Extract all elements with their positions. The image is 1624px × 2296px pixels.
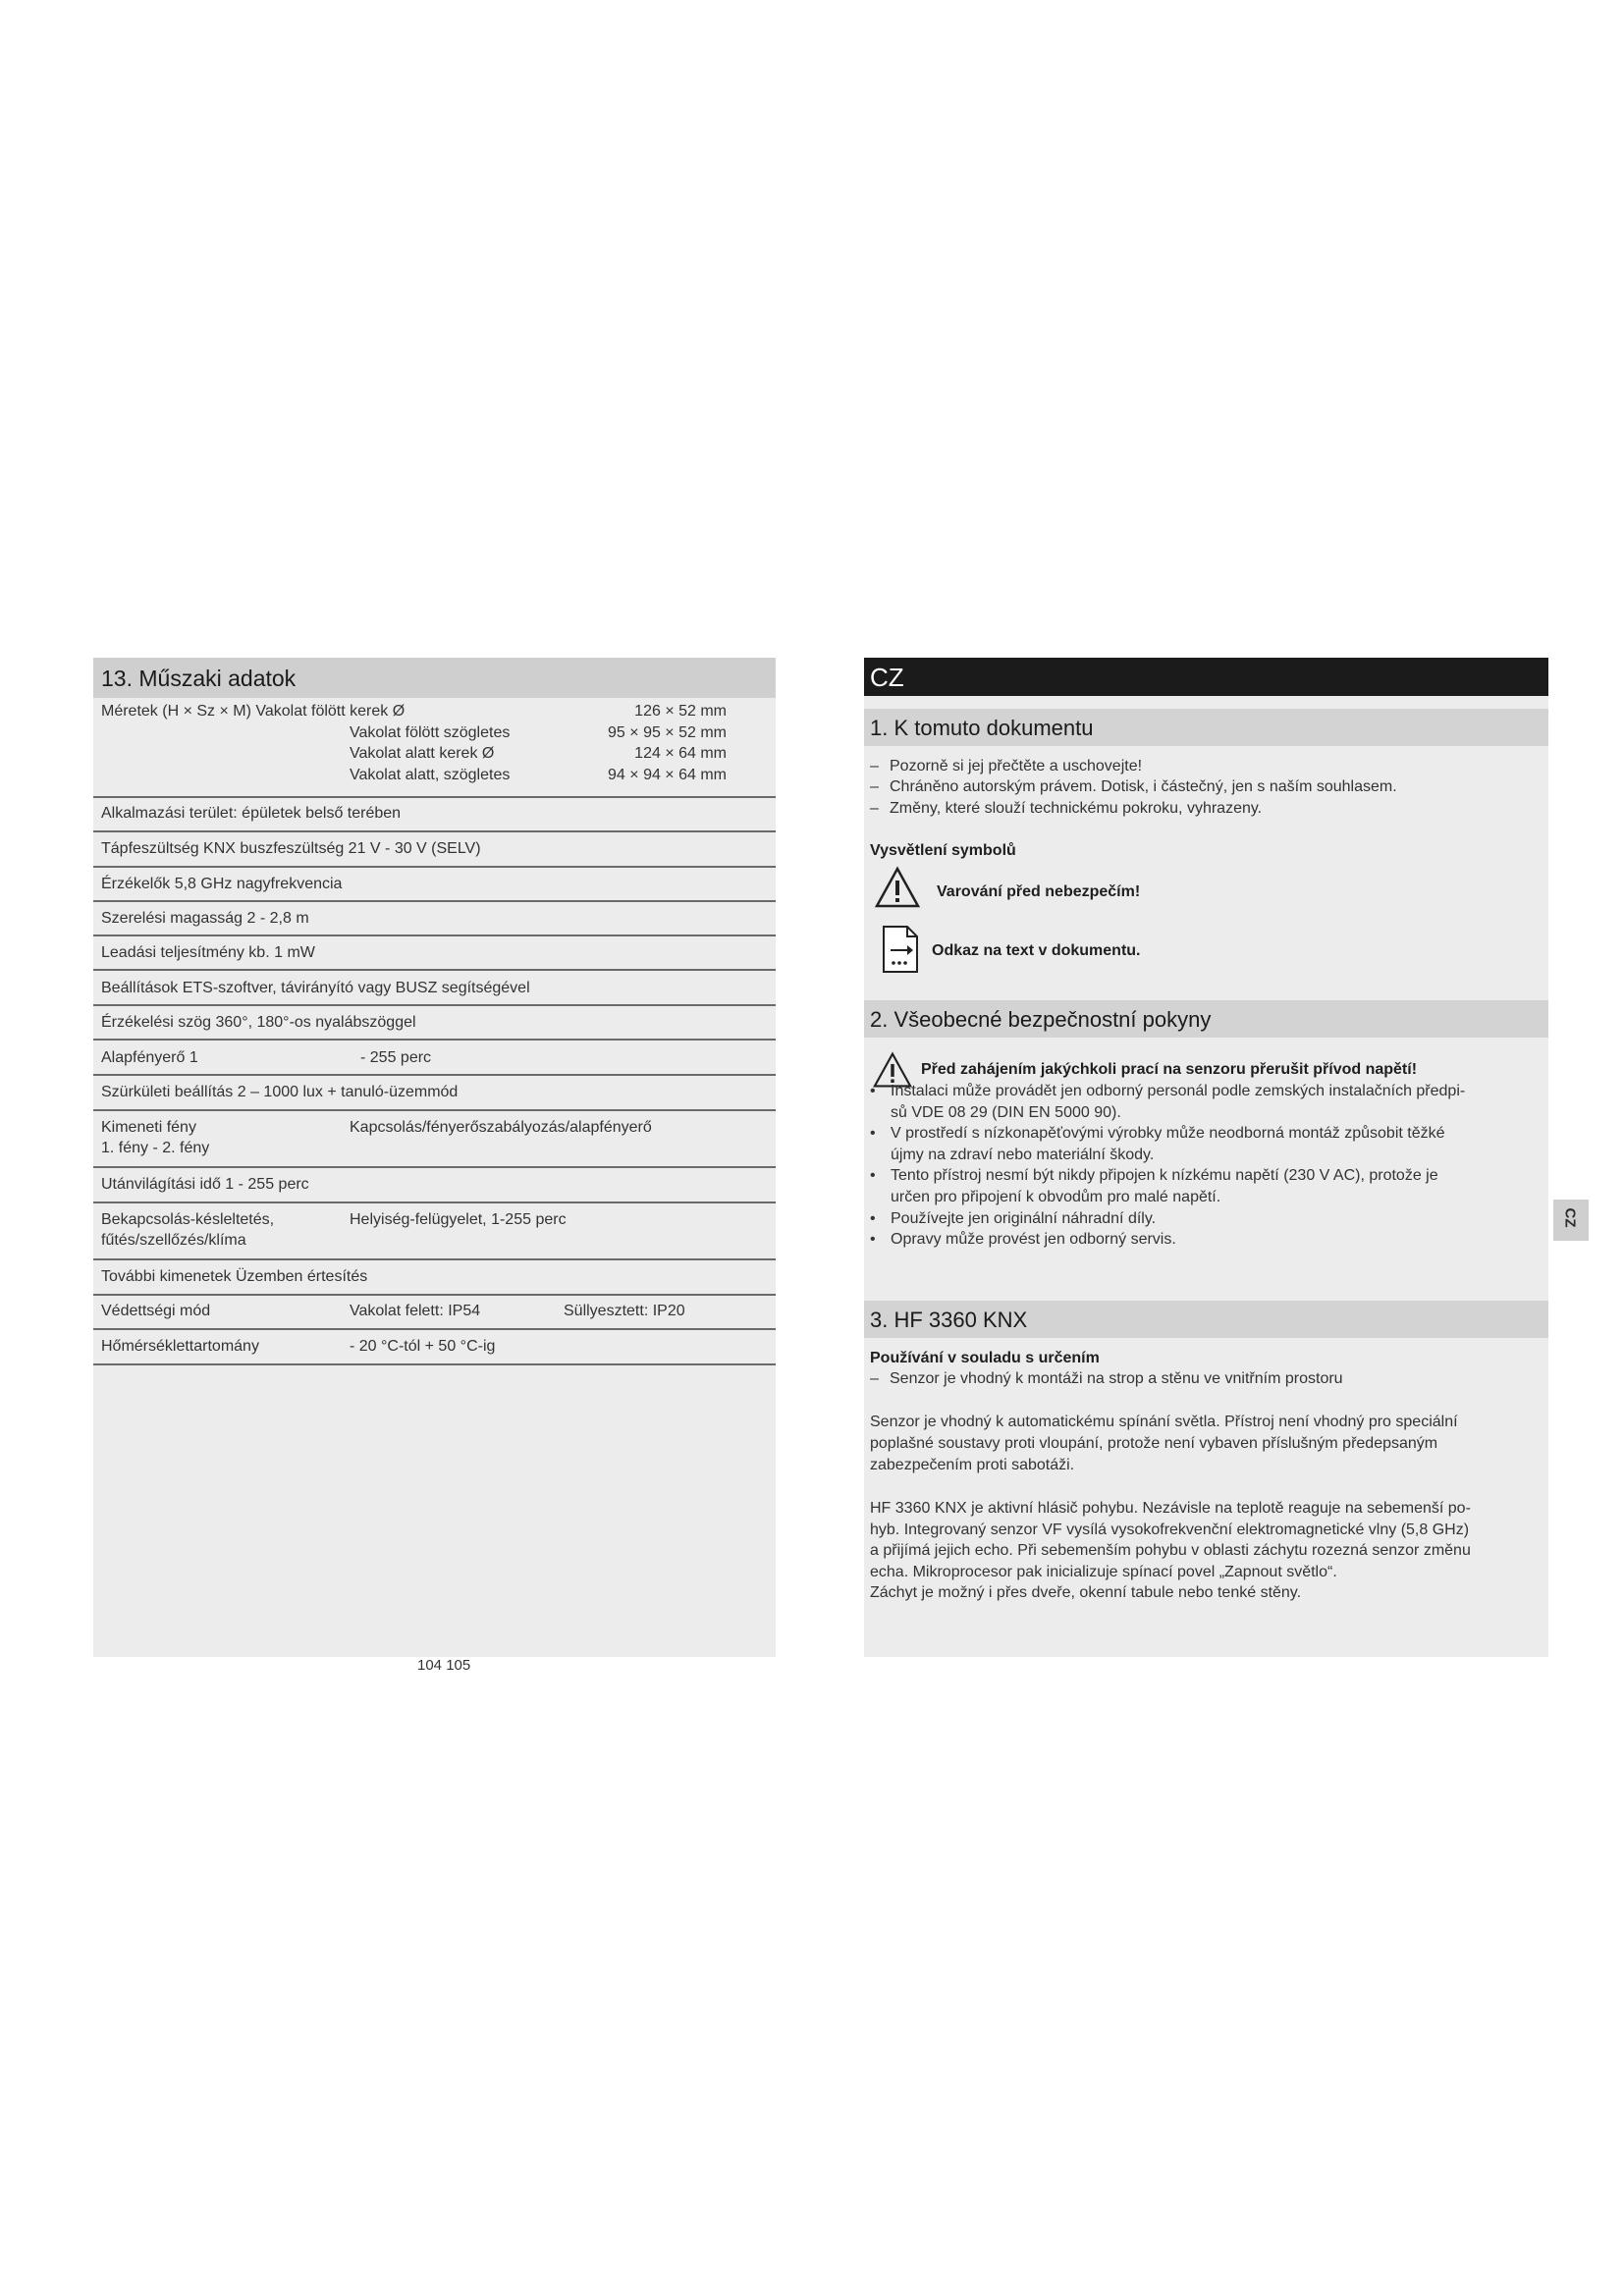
table-divider	[93, 1074, 776, 1076]
bullet-marker: •	[870, 1083, 876, 1099]
bullet-marker: •	[870, 1231, 876, 1248]
table-divider	[93, 1258, 776, 1260]
table-divider	[93, 1166, 776, 1168]
bullet-item: V prostředí s nízkonapěťovými výrobky může neodborná montáž způsobit těžké	[891, 1125, 1445, 1142]
paragraph-line: hyb. Integrovaný senzor VF vysílá vysokofrekvenční elektromagnetické vlny (5,8 GHz)	[870, 1522, 1470, 1538]
section-heading-bar	[864, 1000, 1548, 1038]
spec-row: Tápfeszültség KNX buszfeszültség 21 V - 30 V (SELV)	[101, 840, 481, 857]
dimensions-sub: Vakolat fölött szögletes	[350, 724, 511, 741]
bullet-marker: •	[870, 1167, 876, 1184]
paragraph-line: poplašné soustavy proti vloupání, protože není vybaven příslušným předepsaným	[870, 1435, 1438, 1452]
dimensions-label: Méretek (H × Sz × M) Vakolat fölött kerek Ø	[101, 703, 406, 720]
list-item: Pozorně si jej přečtěte a uschovejte!	[890, 758, 1143, 774]
bullet-item: určen pro připojení k obvodům pro malé napětí.	[891, 1189, 1221, 1205]
table-divider	[93, 866, 776, 868]
paragraph-line: echa. Mikroprocesor pak inicializuje spínací povel „Zapnout světlo“.	[870, 1564, 1337, 1580]
symbols-title: Vysvětlení symbolů	[870, 842, 1016, 859]
bullet-item: Tento přístroj nesmí být nikdy připojen k nízkému napětí (230 V AC), protože je	[891, 1167, 1438, 1184]
output-light-value: Kapcsolás/fényerőszabályozás/alapfényerő	[350, 1119, 652, 1136]
table-divider	[93, 830, 776, 832]
paragraph-line: Záchyt je možný i přes dveře, okenní tabule nebo tenké stěny.	[870, 1584, 1302, 1601]
spec-row: Szerelési magasság 2 - 2,8 m	[101, 910, 309, 927]
dimensions-value: 124 × 64 mm	[634, 745, 727, 762]
paragraph-line: zabezpečením proti sabotáži.	[870, 1457, 1075, 1473]
table-divider	[93, 1363, 776, 1365]
table-divider	[93, 1039, 776, 1041]
dimensions-value: 94 × 94 × 64 mm	[608, 767, 727, 783]
table-divider	[93, 900, 776, 902]
protection-value: Süllyesztett: IP20	[564, 1303, 685, 1319]
warning-icon	[874, 866, 921, 909]
bullet-marker: •	[870, 1210, 876, 1227]
bullet-item: sů VDE 08 29 (DIN EN 5000 90).	[891, 1104, 1121, 1121]
section-heading-bar	[864, 709, 1548, 746]
section-heading-bar	[93, 658, 776, 698]
section-heading: 2. Všeobecné bezpečnostní pokyny	[870, 1007, 1212, 1032]
output-light-label: 1. fény - 2. fény	[101, 1140, 210, 1156]
table-divider	[93, 1004, 776, 1006]
table-divider	[93, 1294, 776, 1296]
right-page-panel	[864, 658, 1548, 1657]
dash-marker: –	[870, 800, 879, 817]
delay-label: fűtés/szellőzés/klíma	[101, 1232, 246, 1249]
temperature-value: - 20 °C-tól + 50 °C-ig	[350, 1338, 496, 1355]
use-item: Senzor je vhodný k montáži na strop a stěnu ve vnitřním prostoru	[890, 1370, 1343, 1387]
section-heading-bar	[864, 1301, 1548, 1338]
bullet-item: újmy na zdraví nebo materiální škody.	[891, 1147, 1155, 1163]
spec-row: Érzékelők 5,8 GHz nagyfrekvencia	[101, 876, 343, 892]
language-code: CZ	[870, 663, 904, 692]
dash-marker: –	[870, 758, 879, 774]
output-light-label: Kimeneti fény	[101, 1119, 196, 1136]
list-item: Chráněno autorským právem. Dotisk, i částečný, jen s naším souhlasem.	[890, 778, 1397, 795]
dimensions-sub: Vakolat alatt kerek Ø	[350, 745, 495, 762]
use-title: Používání v souladu s určením	[870, 1350, 1100, 1366]
dimensions-sub: Vakolat alatt, szögletes	[350, 767, 511, 783]
table-divider	[93, 1109, 776, 1111]
list-item: Změny, které slouží technickému pokroku, vyhrazeny.	[890, 800, 1263, 817]
dimensions-value: 126 × 52 mm	[634, 703, 727, 720]
spec-row: Utánvilágítási idő 1 - 255 perc	[101, 1176, 309, 1193]
language-bar	[864, 658, 1548, 696]
side-tab-label: CZ	[1561, 1207, 1579, 1228]
section-heading: 13. Műszaki adatok	[101, 666, 297, 691]
spec-row: Alkalmazási terület: épületek belső terében	[101, 805, 402, 822]
protection-value: Vakolat felett: IP54	[350, 1303, 481, 1319]
paragraph-line: HF 3360 KNX je aktivní hlásič pohybu. Nezávisle na teplotě reaguje na sebemenší po-	[870, 1500, 1471, 1517]
table-divider	[93, 1328, 776, 1330]
spec-row: Érzékelési szög 360°, 180°-os nyalábszöggel	[101, 1014, 416, 1031]
bullet-item: Instalaci může provádět jen odborný personál podle zemských instalačních předpi-	[891, 1083, 1466, 1099]
paragraph-line: a přijímá jejich echo. Při sebemenším pohybu v oblasti záchytu rozezná senzor změnu	[870, 1542, 1471, 1559]
bullet-item: Opravy může provést jen odborný servis.	[891, 1231, 1176, 1248]
left-page-panel	[93, 658, 776, 1657]
reference-text: Odkaz na text v dokumentu.	[932, 942, 1141, 959]
language-side-tab	[1553, 1200, 1589, 1241]
bullet-marker: •	[870, 1125, 876, 1142]
delay-value: Helyiség-felügyelet, 1-255 perc	[350, 1211, 567, 1228]
warning-text: Varování před nebezpečím!	[937, 883, 1141, 900]
base-light-value: - 255 perc	[360, 1049, 432, 1066]
spec-row: Szürkületi beállítás 2 – 1000 lux + tanuló-üzemmód	[101, 1084, 459, 1100]
safety-warning-text: Před zahájením jakýchkoli prací na senzoru přerušit přívod napětí!	[921, 1061, 1418, 1078]
section-heading: 3. HF 3360 KNX	[870, 1308, 1028, 1332]
base-light-label: Alapfényerő 1	[101, 1049, 198, 1066]
bullet-item: Používejte jen originální náhradní díly.	[891, 1210, 1157, 1227]
protection-label: Védettségi mód	[101, 1303, 211, 1319]
dash-marker: –	[870, 1370, 879, 1387]
spec-row: Leadási teljesítmény kb. 1 mW	[101, 944, 315, 961]
spec-row: További kimenetek Üzemben értesítés	[101, 1268, 368, 1285]
table-divider	[93, 796, 776, 798]
spec-row: Beállítások ETS-szoftver, távirányító vagy BUSZ segítségével	[101, 980, 530, 996]
dimensions-value: 95 × 95 × 52 mm	[608, 724, 727, 741]
paragraph-line: Senzor je vhodný k automatickému spínání světla. Přístroj není vhodný pro speciální	[870, 1414, 1458, 1430]
delay-label: Bekapcsolás-késleltetés,	[101, 1211, 275, 1228]
table-divider	[93, 934, 776, 936]
page-numbers: 104 105	[417, 1657, 471, 1674]
temperature-label: Hőmérséklettartomány	[101, 1338, 259, 1355]
document-reference-icon	[882, 925, 919, 974]
dash-marker: –	[870, 778, 879, 795]
section-heading: 1. K tomuto dokumentu	[870, 716, 1094, 740]
table-divider	[93, 1201, 776, 1203]
table-divider	[93, 969, 776, 971]
